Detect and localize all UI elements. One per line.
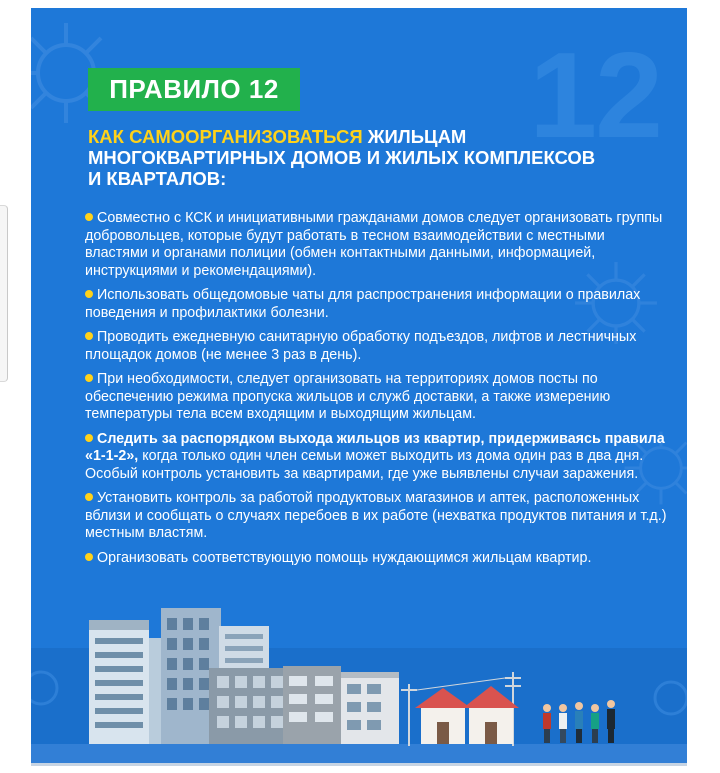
- rule-badge: ПРАВИЛО 12: [88, 68, 300, 111]
- poster-shadow: [31, 763, 687, 766]
- city-illustration: [31, 568, 687, 763]
- bullet-icon: [85, 332, 93, 340]
- rule-number-watermark: 12: [529, 27, 661, 163]
- poster-title: [88, 126, 608, 189]
- list-item: Следить за распорядком выхода жильцов из квартир, придерживаясь правила «1-1-2», когда только один член семьи может выходить из дома один раз в два дня. Особый контроль установить за квартирами, где уже выявлены случаи заражения.: [85, 430, 665, 482]
- bullet-icon: [85, 213, 93, 221]
- list-item: Проводить ежедневную санитарную обработку подъездов, лифтов и лестничных площадок домов (не менее 3 раз в день).: [85, 329, 637, 363]
- side-panel-edge: [0, 205, 8, 382]
- bullet-icon: [85, 290, 93, 298]
- list-item: При необходимости, следует организовать на территориях домов посты по обеспечению режима пропуска жильцов и служб доставки, а также измерению температуры тела всем входящим и выходящим жильцам.: [85, 371, 611, 422]
- list-item: Совместно с КСК и инициативными гражданами домов следует организовать группы добровольцев, которые будут работать в тесном взаимодействии с местными властями и органами полиции (обмен контактными данными, информацией, инструкциями и рекомендациями).: [85, 210, 663, 279]
- building-illustration: [89, 608, 399, 744]
- title-highlight: КАК САМООРГАНИЗОВАТЬСЯ: [88, 126, 363, 147]
- rules-list: [85, 210, 670, 574]
- list-item: Использовать общедомовые чаты для распространения информации о правилах поведения и профилактики болезни.: [85, 287, 641, 321]
- title-rest: ЖИЛЬЦАМ МНОГОКВАРТИРНЫХ ДОМОВ И ЖИЛЫХ КОМПЛЕКСОВ И КВАРТАЛОВ:: [88, 126, 596, 189]
- bold-rule: Следить за распорядком выхода жильцов из квартир, придерживаясь правила «1-1-2»,: [85, 430, 665, 464]
- bullet-icon: [85, 374, 93, 382]
- bullet-icon: [85, 493, 93, 501]
- list-item: Установить контроль за работой продуктовых магазинов и аптек, расположенных вблизи и сообщать о случаях перебоев в их работе (нехватка продуктов питания и т.д.) местным властям.: [85, 490, 667, 541]
- bullet-icon: [85, 434, 93, 442]
- rule-poster: [31, 8, 687, 763]
- bullet-icon: [85, 553, 93, 561]
- list-item: Организовать соответствующую помощь нуждающимся жильцам квартир.: [85, 550, 670, 568]
